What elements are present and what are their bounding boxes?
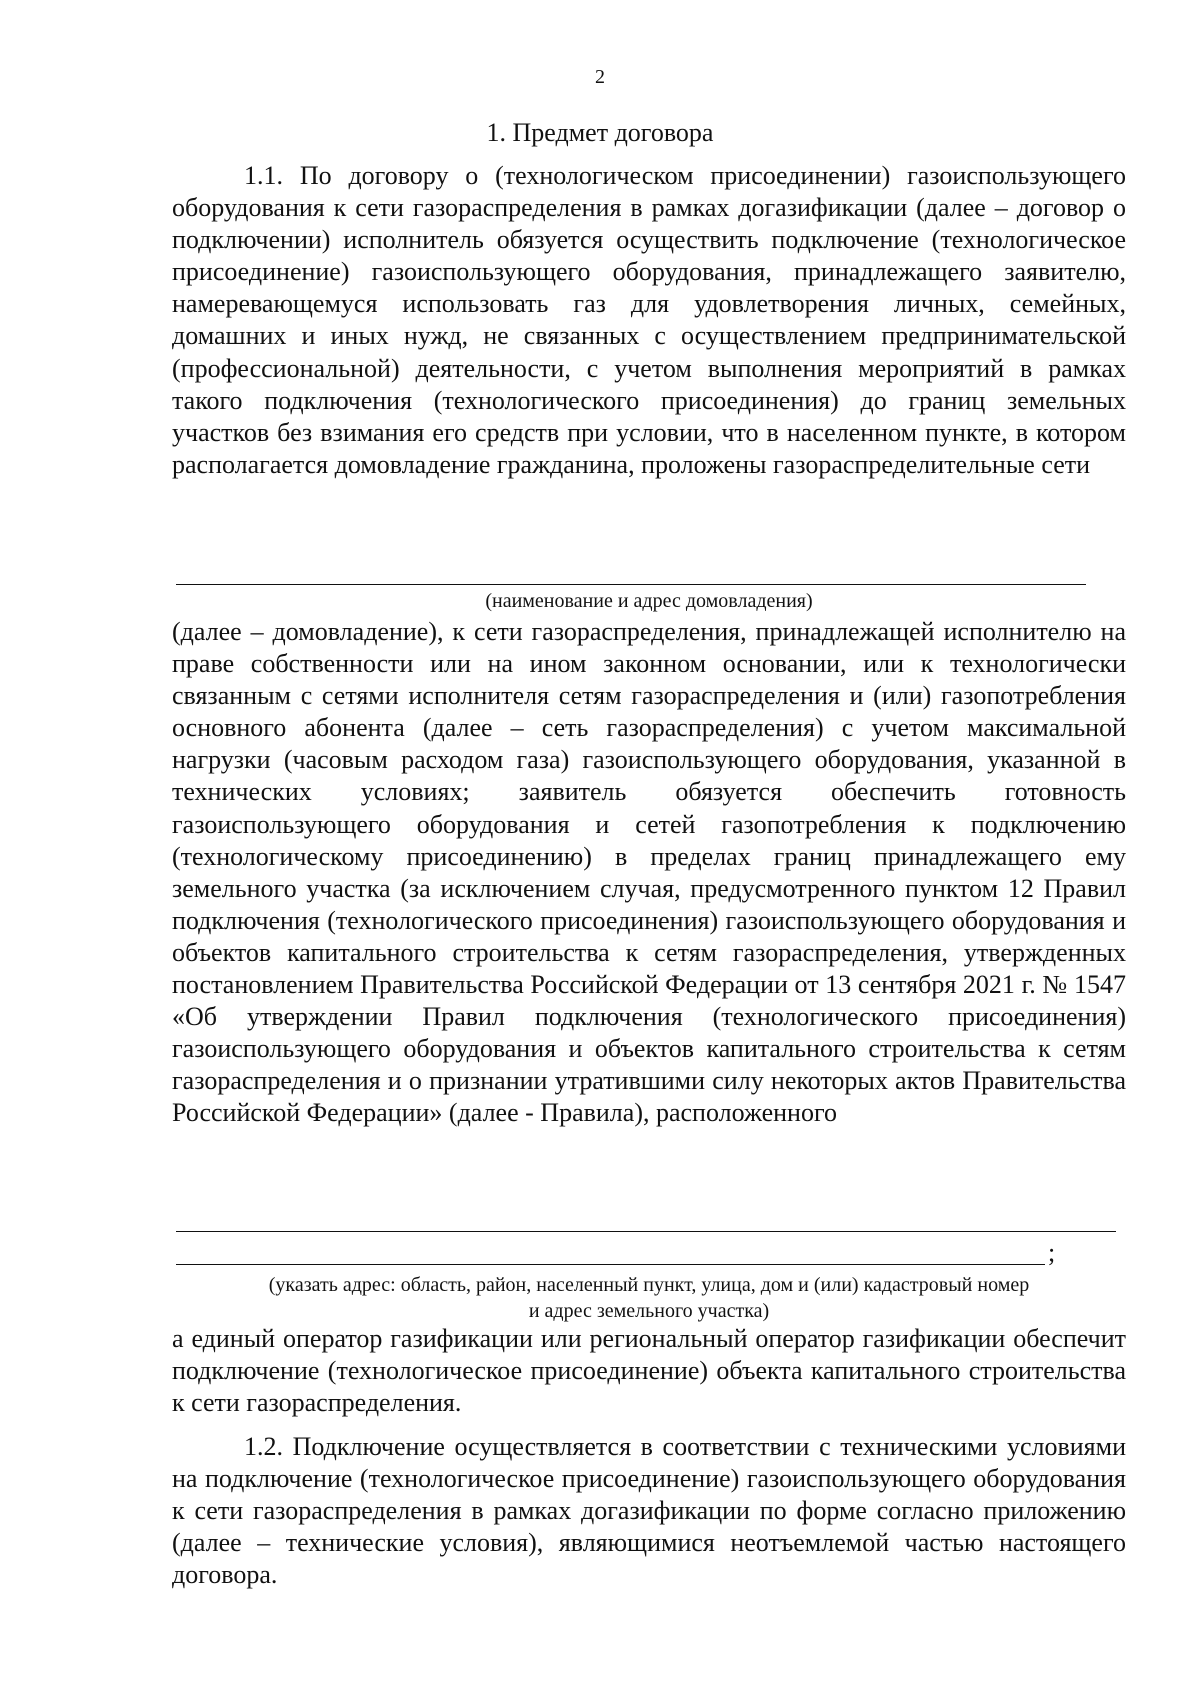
page-number: 2 bbox=[595, 66, 605, 88]
paragraph-1-1-continued: (далее – домовладение), к сети газораспределения, принадлежащей исполнителю на праве собственности или на ином законном основании, или к технологически связанным с сетями исполнителя сетям газораспределения и (или) газопотребления основного абонента (далее – сеть газораспределения) с учетом максимальной нагрузки (часовым расходом газа) газоиспользующего оборудования, указанной в технических условиях; заявитель обязуется обеспечить готовность газоиспользующего оборудования и сетей газопотребления к подключению (технологическому присоединению) в пределах границ принадлежащего ему земельного участка (за исключением случая, предусмотренного пунктом 12 Правил подключения (технологического присоединения) газоиспользующего оборудования и объектов капитального строительства к сетям газораспределения, утвержденных постановлением Правительства Российской Федерации от 13 сентября 2021 г. № 1547 «Об утверждении Правил подключения (технологического присоединения) газоиспользующего оборудования и объектов капитального строительства к сетям газораспределения и о признании утратившими силу некоторых актов Правительства Российской Федерации» (далее - Правила), расположенного bbox=[172, 617, 1126, 1128]
paragraph-1-2: 1.2. Подключение осуществляется в соответствии с техническими условиями на подключение (технологическое присоединение) газоиспользующего оборудования к сети газораспределения в рамках догазификации по форме согласно приложению (далее – технические условия), являющимися неотъемлемой частью настоящего договора. bbox=[172, 1432, 1126, 1590]
paragraph-1-1-end: а единый оператор газификации или региональный оператор газификации обеспечит подключение (технологическое присоединение) объекта капитального строительства к сети газораспределения. bbox=[172, 1324, 1126, 1418]
semicolon: ; bbox=[1048, 1238, 1056, 1267]
fill-in-line-land-2 bbox=[176, 1264, 1045, 1265]
caption-land-address-line1: (указать адрес: область, район, населенный пункт, улица, дом и (или) кадастровый номер bbox=[268, 1274, 1030, 1296]
caption-land-address bbox=[172, 1272, 1126, 1324]
caption-household: (наименование и адрес домовладения) bbox=[485, 590, 813, 612]
fill-in-line-land-1 bbox=[176, 1231, 1116, 1232]
paragraph-1-1: 1.1. По договору о (технологическом присоединении) газоиспользующего оборудования к сети газораспределения в рамках догазификации (далее – договор о подключении) исполнитель обязуется осуществить подключение (технологическое присоединение) газоиспользующего оборудования, принадлежащего заявителю, намеревающемуся использовать газ для удовлетворения личных, семейных, домашних и иных нужд, не связанных с осуществлением предпринимательской (профессиональной) деятельности, с учетом выполнения мероприятий в рамках такого подключения (технологического присоединения) до границ земельных участков без взимания его средств при условии, что в населенном пункте, в котором располагается домовладение гражданина, проложены газораспределительные сети bbox=[172, 161, 1126, 479]
fill-in-line-address bbox=[176, 584, 1086, 585]
section-heading: 1. Предмет договора bbox=[486, 118, 714, 147]
caption-land-address-line2: и адрес земельного участка) bbox=[528, 1300, 770, 1322]
